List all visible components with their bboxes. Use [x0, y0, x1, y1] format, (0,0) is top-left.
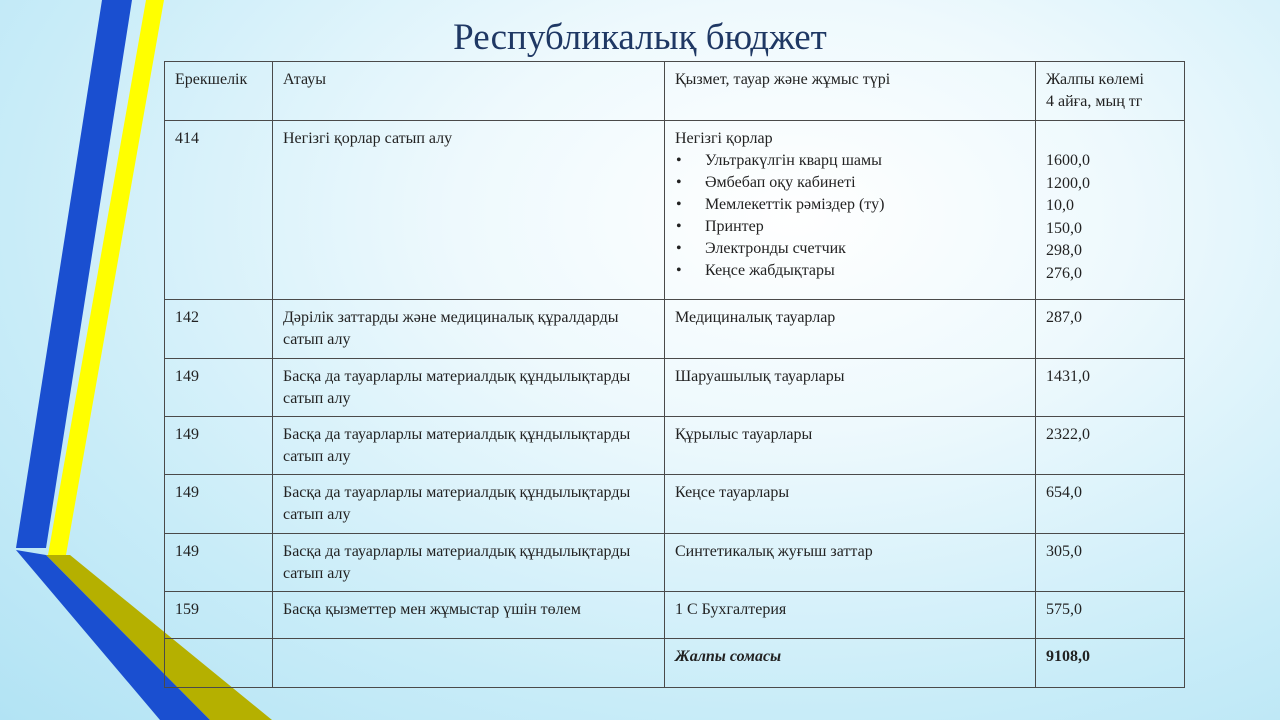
cell-code: 149	[165, 359, 273, 417]
list-item: • Ультракүлгін кварц шамы	[675, 150, 1025, 172]
table-row	[165, 534, 1185, 592]
total-label: Жалпы сомасы	[665, 639, 1036, 688]
table-header-row	[165, 62, 1185, 121]
list-item: • Әмбебап оқу кабинеті	[675, 172, 1025, 194]
header-type: Қызмет, тауар және жұмыс түрі	[665, 62, 1036, 121]
amount-value: 10,0	[1046, 197, 1074, 214]
fixed-assets-list	[675, 150, 1025, 282]
cell-code: 149	[165, 475, 273, 534]
cell-type	[665, 121, 1036, 300]
header-name: Атауы	[273, 62, 665, 121]
cell-type: Медициналық тауарлар	[665, 300, 1036, 359]
table-row	[165, 121, 1185, 300]
amount-value: 276,0	[1046, 264, 1082, 282]
cell-amount: 654,0	[1036, 475, 1185, 534]
list-item: • Электронды счетчик	[675, 238, 1025, 260]
cell-amount: 1431,0	[1036, 359, 1185, 417]
list-item: • Мемлекеттік рәміздер (ту)	[675, 194, 1025, 216]
cell-name: Басқа да тауарларлы материалдық құндылықтарды сатып алу	[273, 417, 665, 475]
header-code: Ерекшелік	[165, 62, 273, 121]
cell-code: 149	[165, 534, 273, 592]
cell-name: Негізгі қорлар сатып алу	[273, 121, 665, 300]
cell-type-heading: Негізгі қорлар	[675, 130, 773, 147]
cell-amount: 287,0	[1036, 300, 1185, 359]
cell-empty	[165, 639, 273, 688]
cell-code: 159	[165, 592, 273, 639]
cell-code: 414	[165, 121, 273, 300]
cell-code: 149	[165, 417, 273, 475]
cell-empty	[273, 639, 665, 688]
cell-name: Басқа да тауарларлы материалдық құндылықтарды сатып алу	[273, 359, 665, 417]
cell-amount: 575,0	[1036, 592, 1185, 639]
cell-name: Басқа қызметтер мен жұмыстар үшін төлем	[273, 592, 665, 639]
header-amount-line1: Жалпы көлемі	[1046, 71, 1144, 88]
total-amount: 9108,0	[1036, 639, 1185, 688]
cell-name: Дәрілік заттарды және медициналық құралдарды сатып алу	[273, 300, 665, 359]
cell-name: Басқа да тауарларлы материалдық құндылықтарды сатып алу	[273, 534, 665, 592]
page-title: Республикалық бюджет	[453, 17, 827, 58]
amount-value: 150,0	[1046, 219, 1082, 237]
amount-value: 1600,0	[1046, 152, 1090, 169]
cell-amount: 305,0	[1036, 534, 1185, 592]
cell-type: 1 С Бухгалтерия	[665, 592, 1036, 639]
cell-amount-list	[1036, 121, 1185, 300]
list-item: • Кеңсе жабдықтары	[675, 260, 1025, 282]
cell-type: Құрылыс тауарлары	[665, 417, 1036, 475]
list-item: • Принтер	[675, 216, 1025, 238]
cell-type: Кеңсе тауарлары	[665, 475, 1036, 534]
budget-table	[164, 61, 1185, 688]
header-amount-line2: 4 айға, мың тг	[1046, 93, 1143, 110]
cell-type: Шаруашылық тауарлары	[665, 359, 1036, 417]
table-row	[165, 592, 1185, 639]
table-row	[165, 417, 1185, 475]
cell-type: Синтетикалық жуғыш заттар	[665, 534, 1036, 592]
header-amount	[1036, 62, 1185, 121]
table-row	[165, 359, 1185, 417]
total-row	[165, 639, 1185, 688]
amount-value: 298,0	[1046, 242, 1082, 259]
amount-value: 1200,0	[1046, 174, 1090, 192]
table-row	[165, 300, 1185, 359]
cell-name: Басқа да тауарларлы материалдық құндылықтарды сатып алу	[273, 475, 665, 534]
table-row	[165, 475, 1185, 534]
cell-amount: 2322,0	[1036, 417, 1185, 475]
cell-code: 142	[165, 300, 273, 359]
